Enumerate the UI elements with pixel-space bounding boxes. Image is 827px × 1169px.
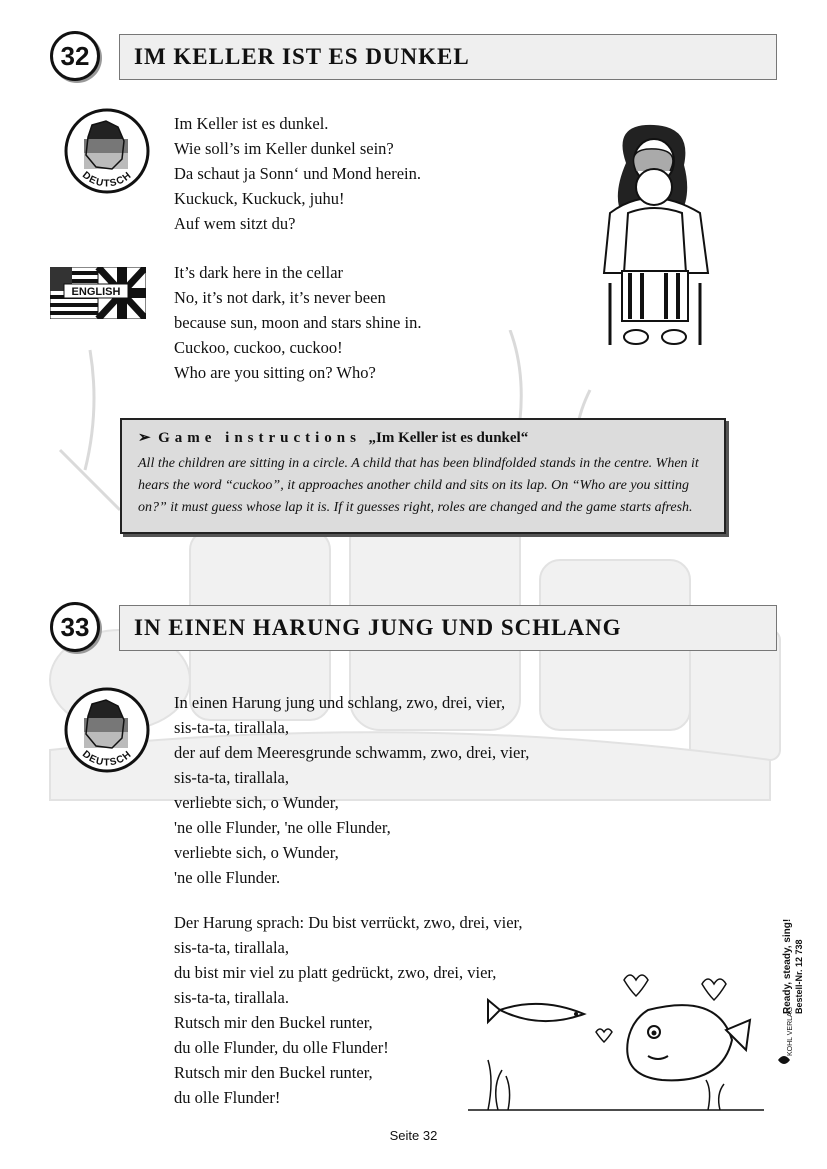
- song-title: [119, 605, 777, 651]
- cellar-game-illustration: [596, 123, 718, 351]
- lyric-line: In einen Harung jung und schlang, zwo, drei, vier,: [174, 693, 506, 712]
- german-label: DEUTSCH: [79, 748, 135, 769]
- lyric-line: Wie soll’s im Keller dunkel sein?: [174, 139, 394, 158]
- lyric-line: 'ne olle Flunder.: [174, 868, 281, 887]
- lyric-line: du bist mir viel zu platt gedrückt, zwo, drei, vier,: [174, 963, 497, 982]
- publisher-logo-icon: [778, 1056, 790, 1064]
- german-flag-badge: [62, 107, 152, 195]
- game-instructions-title: [138, 428, 708, 447]
- song-number: 32: [60, 40, 90, 71]
- lyric-line: No, it’s not dark, it’s never been: [174, 288, 386, 307]
- song-title-text: IN EINEN HARUNG JUNG UND SCHLANG: [134, 615, 622, 640]
- game-label: Game instructions: [158, 430, 361, 446]
- song-title-text: IM KELLER IST ES DUNKEL: [134, 44, 470, 69]
- lyric-line: Rutsch mir den Buckel runter,: [174, 1013, 373, 1032]
- lyric-line: Kuckuck, Kuckuck, juhu!: [174, 189, 345, 208]
- lyric-line: Who are you sitting on? Who?: [174, 363, 376, 382]
- lyric-line: Der Harung sprach: Du bist verrückt, zwo, drei, vier,: [174, 913, 523, 932]
- german-lyrics: [174, 111, 421, 236]
- lyric-line: sis-ta-ta, tirallala,: [174, 768, 289, 787]
- lyric-line: sis-ta-ta, tirallala,: [174, 718, 289, 737]
- lyric-line: 'ne olle Flunder, 'ne olle Flunder,: [174, 818, 391, 837]
- lyric-line: It’s dark here in the cellar: [174, 263, 344, 282]
- page-number: Seite 32: [389, 1128, 438, 1143]
- fish-illustration: [468, 960, 764, 1116]
- lyric-line: Auf wem sitzt du?: [174, 214, 296, 233]
- game-instructions-box: [120, 418, 726, 534]
- arrow-icon: ➢: [138, 430, 151, 446]
- imprint-graphic: [772, 910, 812, 1070]
- german-flag-badge: [62, 686, 152, 774]
- lyric-line: du olle Flunder, du olle Flunder!: [174, 1038, 389, 1057]
- lyric-line: der auf dem Meeresgrunde schwamm, zwo, drei, vier,: [174, 743, 530, 762]
- song-number-badge: [50, 31, 100, 81]
- lyric-line: because sun, moon and stars shine in.: [174, 313, 422, 332]
- verse-1: [174, 690, 529, 890]
- lyric-line: Rutsch mir den Buckel runter,: [174, 1063, 373, 1082]
- lyric-line: verliebte sich, o Wunder,: [174, 843, 339, 862]
- book-title: Ready, steady, sing!: [782, 918, 793, 1014]
- lyric-line: verliebte sich, o Wunder,: [174, 793, 339, 812]
- side-imprint: [772, 910, 812, 1070]
- lyric-line: sis-ta-ta, tirallala,: [174, 938, 289, 957]
- song-title: [119, 34, 777, 80]
- english-flag-badge: [50, 267, 146, 319]
- english-label: ENGLISH: [71, 286, 121, 298]
- lyric-line: Cuckoo, cuckoo, cuckoo!: [174, 338, 343, 357]
- publisher-name: KOHL VERLAG: [787, 1006, 794, 1056]
- song-number-badge: [50, 602, 100, 652]
- game-instructions-text: All the children are sitting in a circle. A child that has been blindfolded stands in the centre. When it hears the word “cuckoo”, it approaches another child and sits on its lap. On “Who are you sitting on?” it must guess whose lap it is. If it guesses right, roles are changed and the game starts afresh.: [138, 456, 699, 515]
- lyric-line: sis-ta-ta, tirallala.: [174, 988, 289, 1007]
- lyric-line: Im Keller ist es dunkel.: [174, 114, 329, 133]
- song-number: 33: [60, 611, 90, 642]
- lyric-line: du olle Flunder!: [174, 1088, 281, 1107]
- order-number: Bestell-Nr. 12 738: [794, 939, 804, 1014]
- english-lyrics: [174, 260, 421, 385]
- german-label: DEUTSCH: [79, 169, 135, 190]
- lyric-line: Da schaut ja Sonn‘ und Mond herein.: [174, 164, 421, 183]
- game-song-name: „Im Keller ist es dunkel“: [368, 430, 529, 446]
